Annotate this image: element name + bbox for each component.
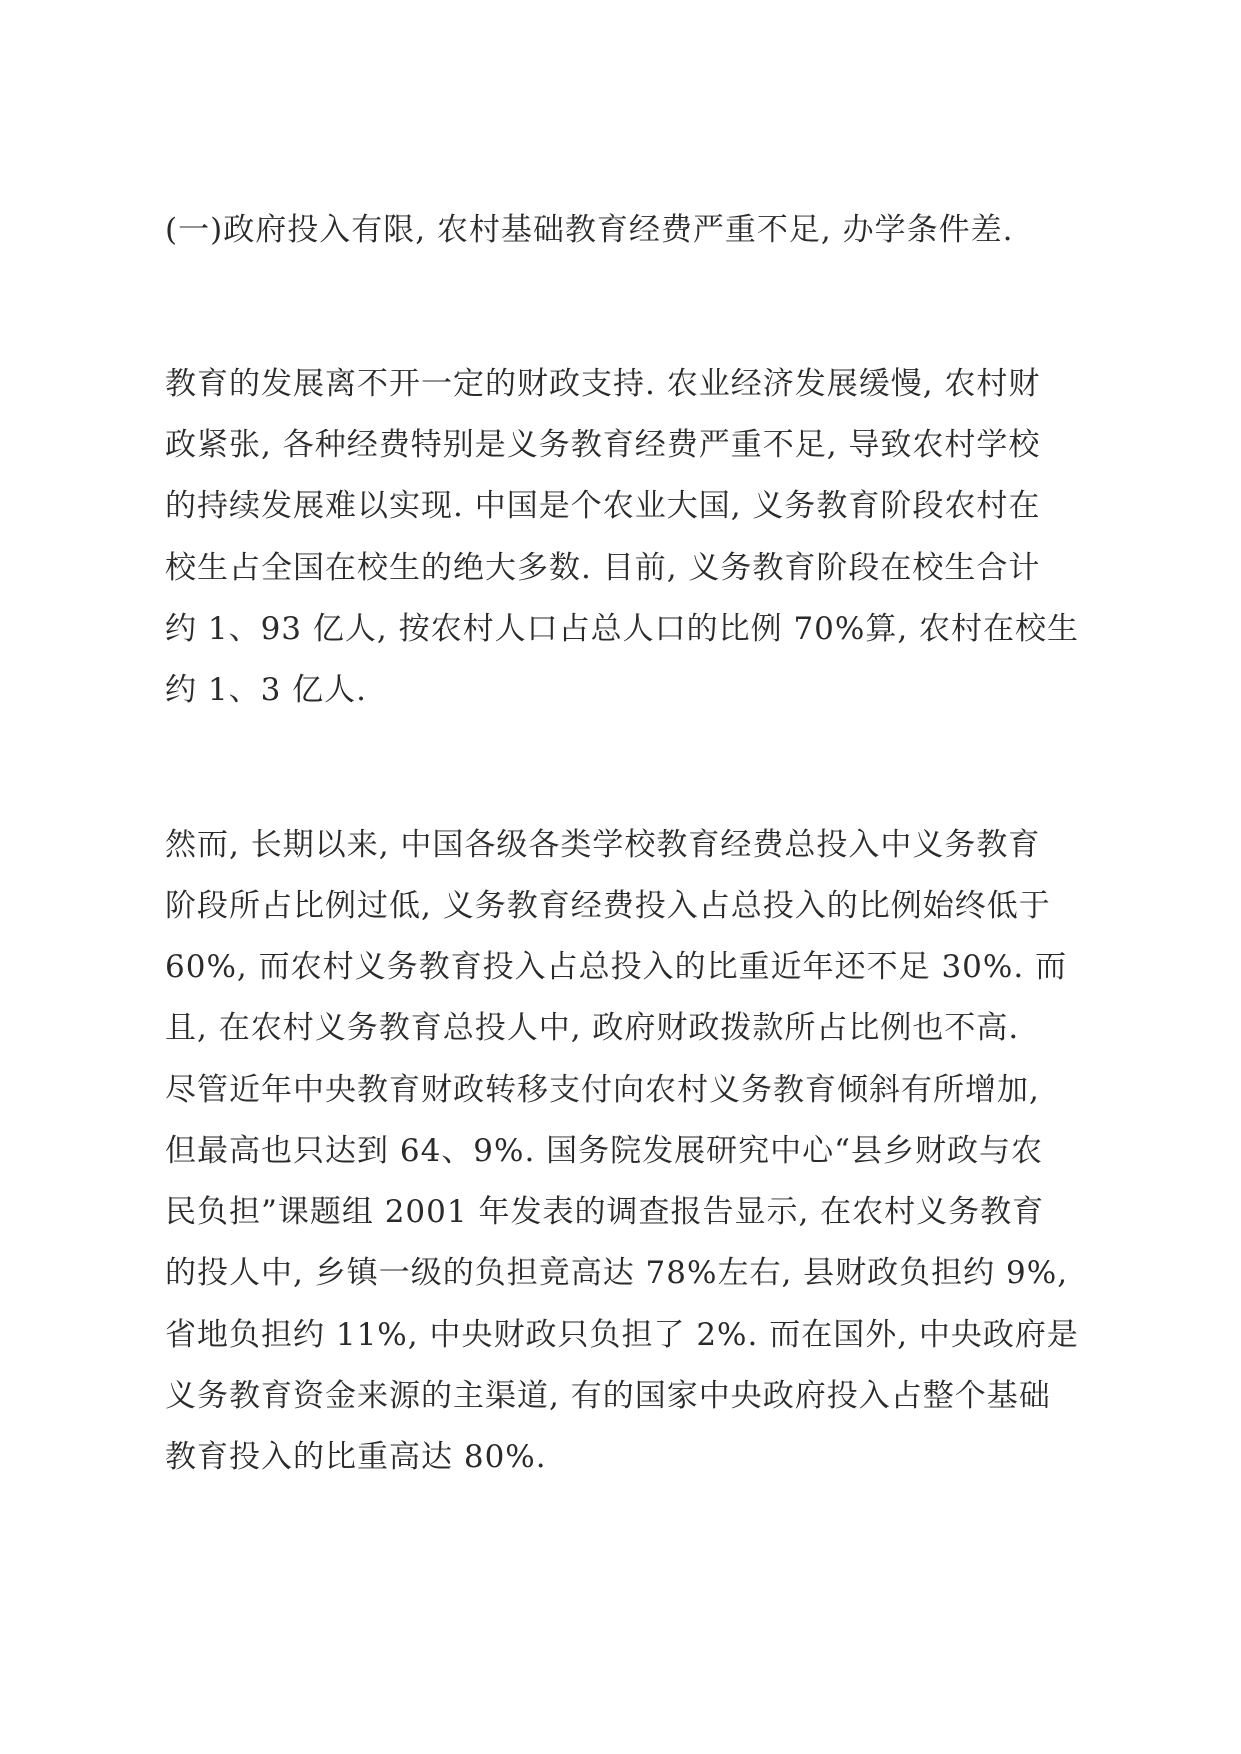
paragraph-line: 校生占全国在校生的绝大多数. 目前, 义务教育阶段在校生合计 [165,550,1041,586]
paragraph-line: 的投人中, 乡镇一级的负担竟高达 78%左右, 县财政负担约 9%, [165,1255,1069,1291]
paragraph-line: 且, 在农村义务教育总投人中, 政府财政拨款所占比例也不高. [165,1010,1020,1046]
paragraph-line: 约 1、3 亿人. [165,672,368,708]
paragraph-line: 教育投入的比重高达 80%. [165,1439,547,1475]
paragraph-line: 教育的发展离不开一定的财政支持. 农业经济发展缓慢, 农村财 [165,366,1041,402]
paragraph-line: 的持续发展难以实现. 中国是个农业大国, 义务教育阶段农村在 [165,488,1041,524]
paragraph-line: 省地负担约 11%, 中央财政只负担了 2%. 而在国外, 中央政府是 [165,1317,1079,1353]
paragraph-line: 60%, 而农村义务教育投入占总投入的比重近年还不足 30%. 而 [165,949,1068,985]
section-heading: (一)政府投入有限, 农村基础教育经费严重不足, 办学条件差. [165,212,1014,248]
paragraph-line: 约 1、93 亿人, 按农村人口占总人口的比例 70%算, 农村在校生 [165,611,1080,647]
paragraph-line: 义务教育资金来源的主渠道, 有的国家中央政府投入占整个基础 [165,1378,1051,1414]
paragraph-line: 但最高也只达到 64、9%. 国务院发展研究中心“县乡财政与农 [165,1133,1044,1169]
paragraph-line: 民负担”课题组 2001 年发表的调查报告显示, 在农村义务教育 [165,1194,1045,1230]
paragraph-line: 政紧张, 各种经费特别是义务教育经费严重不足, 导致农村学校 [165,427,1041,463]
paragraph-line: 尽管近年中央教育财政转移支付向农村义务教育倾斜有所增加, [165,1072,1040,1108]
paragraph-line: 然而, 长期以来, 中国各级各类学校教育经费总投入中义务教育 [165,827,1041,863]
paragraph-line: 阶段所占比例过低, 义务教育经费投入占总投入的比例始终低于 [165,888,1051,924]
